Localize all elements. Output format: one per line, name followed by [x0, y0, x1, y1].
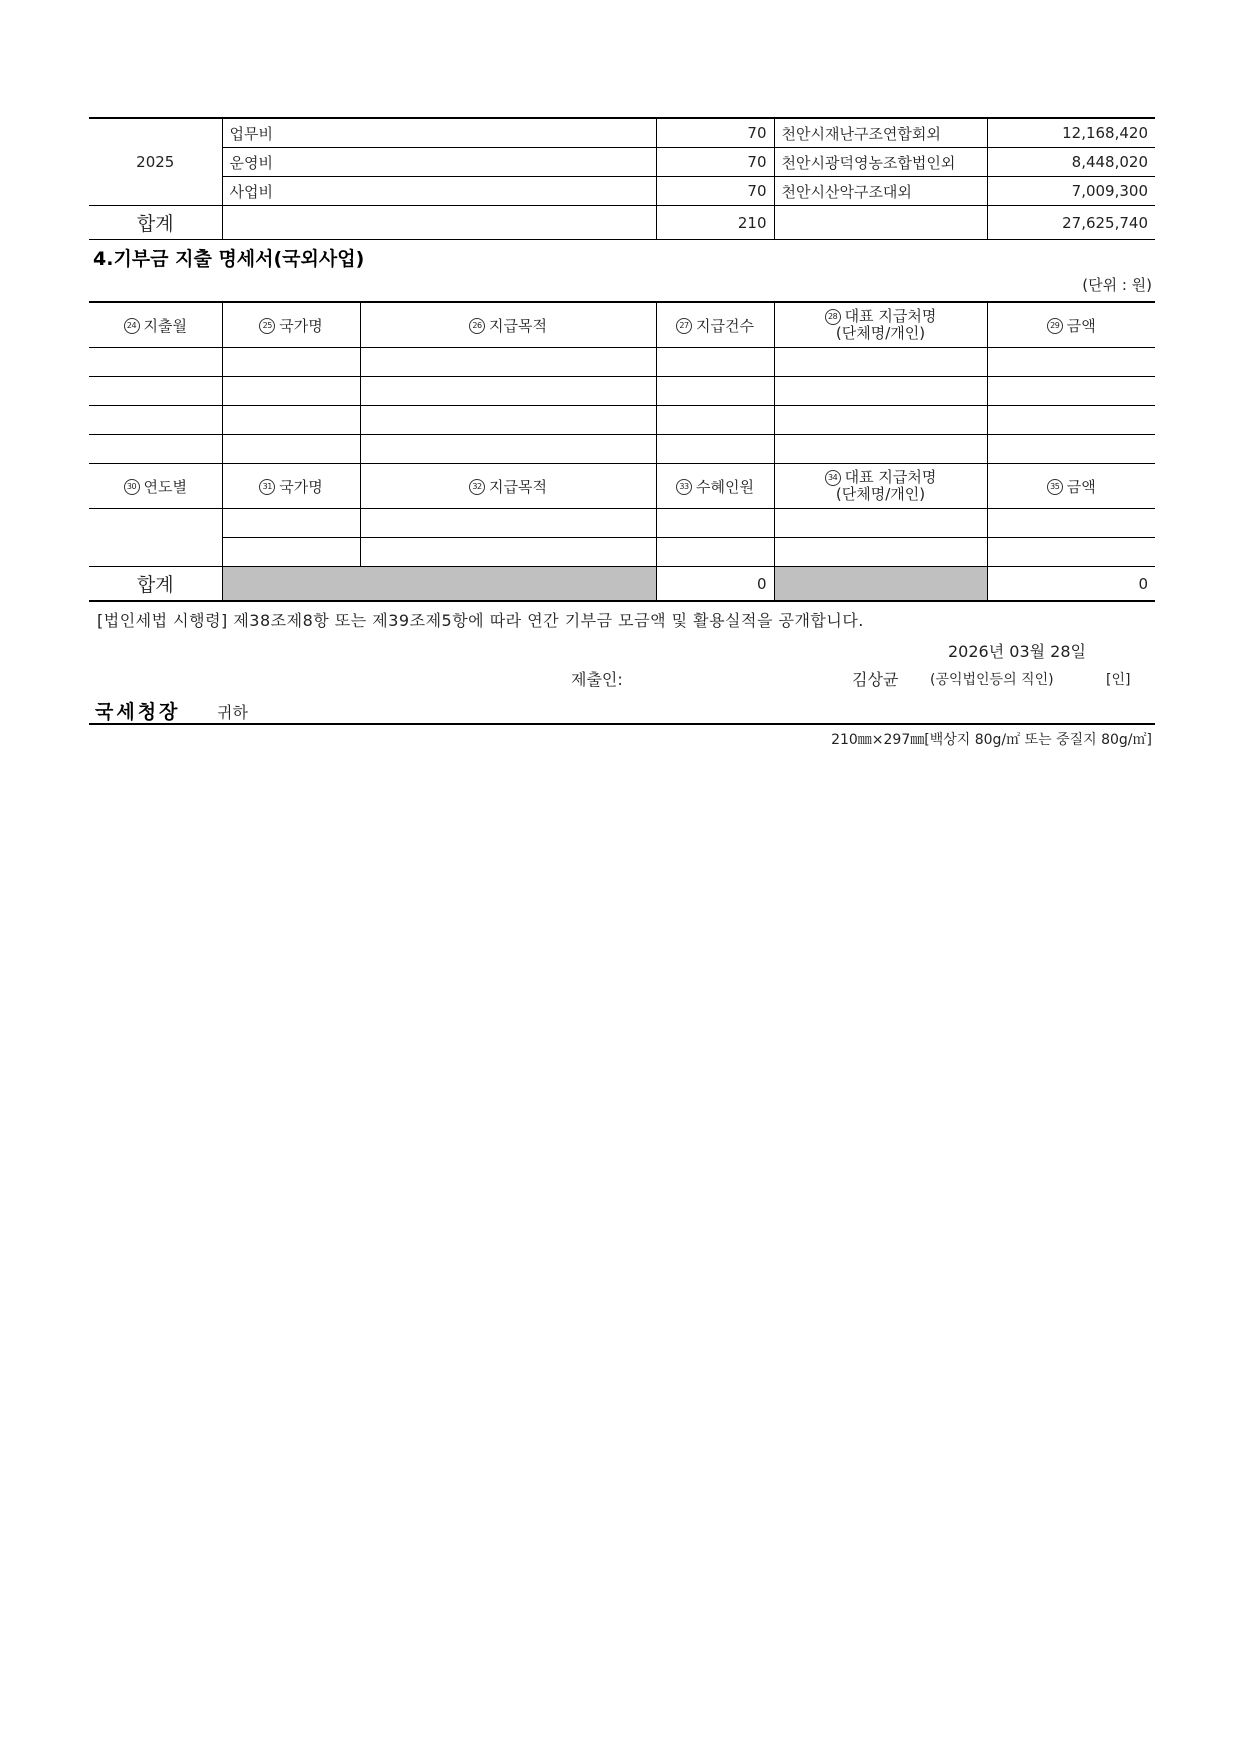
circled-number: 33 — [676, 479, 692, 495]
header-count: 27 지급건수 — [656, 302, 774, 348]
header-purpose: 26 지급목적 — [360, 302, 656, 348]
donation-usage-table — [89, 117, 1155, 240]
count-cell: 70 — [656, 148, 774, 177]
circled-number: 35 — [1047, 479, 1063, 495]
overseas-expenditure-table — [89, 301, 1155, 602]
amount-cell: 12,168,420 — [987, 118, 1155, 148]
total-count: 210 — [656, 206, 774, 240]
empty-cell — [222, 206, 656, 240]
total-label: 합계 — [89, 206, 222, 240]
category-cell: 운영비 — [222, 148, 656, 177]
table-row — [89, 348, 1155, 377]
category-cell: 업무비 — [222, 118, 656, 148]
header-amount: 29 금액 — [987, 302, 1155, 348]
header-row — [89, 302, 1155, 348]
table-row — [89, 118, 1155, 148]
honorific: 귀하 — [217, 703, 248, 722]
addressee: 국세청장 — [95, 701, 181, 723]
empty-cell — [774, 206, 987, 240]
circled-number: 30 — [124, 479, 140, 495]
seal-mark: [인] — [1106, 672, 1131, 688]
submitter-label: 제출인: — [571, 670, 623, 689]
total-label: 합계 — [89, 567, 222, 602]
table-row — [89, 148, 1155, 177]
header-beneficiaries: 33 수혜인원 — [656, 464, 774, 509]
table-row — [89, 406, 1155, 435]
total-amount: 27,625,740 — [987, 206, 1155, 240]
header-year: 30 연도별 — [89, 464, 222, 509]
header-month: 24 지출월 — [89, 302, 222, 348]
table-row — [89, 177, 1155, 206]
submitter-role: (공익법인등의 직인) — [930, 672, 1054, 688]
count-cell: 70 — [656, 177, 774, 206]
section-title: 4.기부금 지출 명세서(국외사업) — [93, 248, 365, 270]
table-row — [89, 538, 1155, 567]
header-country: 25 국가명 — [222, 302, 360, 348]
submission-date: 2026년 03월 28일 — [948, 642, 1086, 661]
header-country: 31 국가명 — [222, 464, 360, 509]
count-cell: 70 — [656, 118, 774, 148]
circled-number: 24 — [124, 318, 140, 334]
amount-cell: 8,448,020 — [987, 148, 1155, 177]
table-row — [89, 509, 1155, 538]
submitter-name: 김상균 — [852, 670, 899, 689]
header-recipient: 28 대표 지급처명 (단체명/개인) — [774, 302, 987, 348]
unit-label: (단위 : 원) — [1082, 276, 1152, 294]
circled-number: 26 — [469, 318, 485, 334]
recipient-cell: 천안시재난구조연합회외 — [774, 118, 987, 148]
total-row — [89, 206, 1155, 240]
paper-spec: 210㎜×297㎜[백상지 80g/㎡ 또는 중질지 80g/㎡] — [831, 732, 1152, 748]
year-cell: 2025 — [89, 118, 222, 206]
header-row — [89, 464, 1155, 509]
total-amount: 0 — [987, 567, 1155, 602]
amount-cell: 7,009,300 — [987, 177, 1155, 206]
circled-number: 29 — [1047, 318, 1063, 334]
circled-number: 31 — [259, 479, 275, 495]
legal-notice: [법인세법 시행령] 제38조제8항 또는 제39조제5항에 따라 연간 기부금 모금액 및 활용실적을 공개합니다. — [97, 611, 864, 630]
header-recipient: 34 대표 지급처명 (단체명/개인) — [774, 464, 987, 509]
divider — [89, 723, 1155, 725]
header-purpose: 32 지급목적 — [360, 464, 656, 509]
circled-number: 25 — [259, 318, 275, 334]
circled-number: 27 — [676, 318, 692, 334]
circled-number: 34 — [825, 470, 841, 486]
table-row — [89, 435, 1155, 464]
circled-number: 28 — [825, 309, 841, 325]
recipient-cell: 천안시광덕영농조합법인외 — [774, 148, 987, 177]
total-count: 0 — [656, 567, 774, 602]
circled-number: 32 — [469, 479, 485, 495]
category-cell: 사업비 — [222, 177, 656, 206]
recipient-cell: 천안시산악구조대외 — [774, 177, 987, 206]
shaded-cell — [774, 567, 987, 602]
total-row — [89, 567, 1155, 602]
header-amount: 35 금액 — [987, 464, 1155, 509]
table-row — [89, 377, 1155, 406]
shaded-cell — [222, 567, 656, 602]
